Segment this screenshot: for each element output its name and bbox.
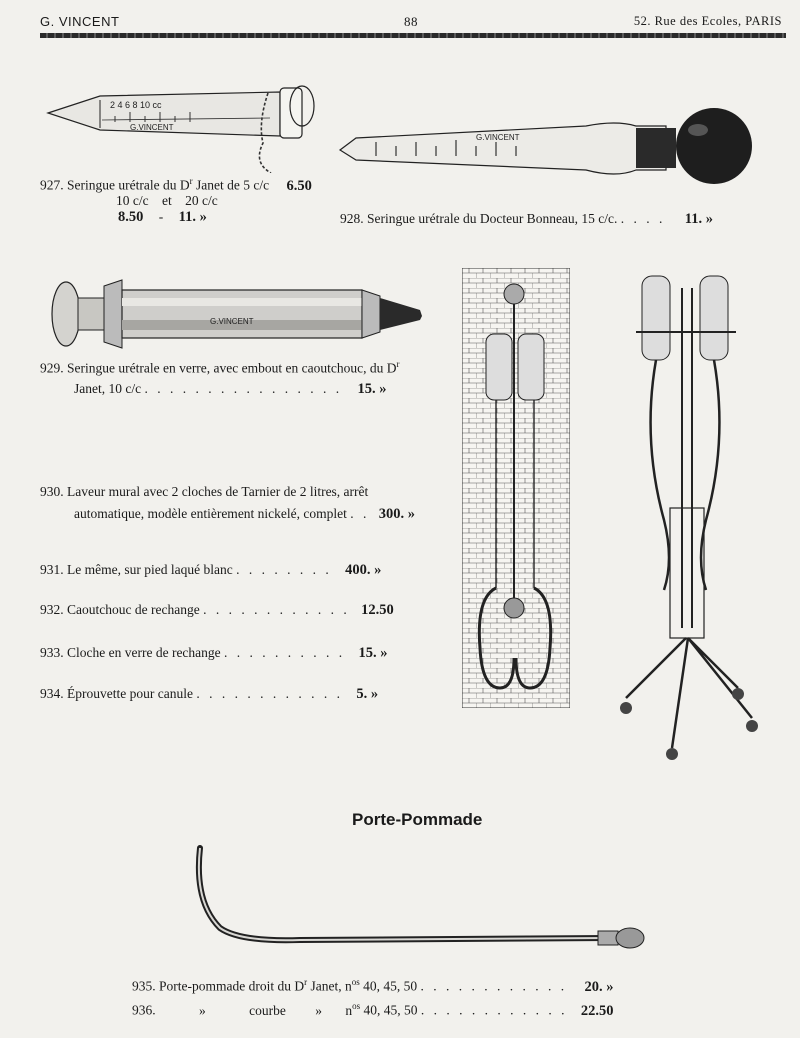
item-934-number: 934.: [40, 686, 64, 701]
stand-washer-931-illustration: [612, 268, 782, 768]
item-927-dash: -: [158, 209, 164, 224]
item-931-line: [40, 562, 381, 579]
item-931-price: 400. »: [345, 562, 382, 578]
item-927-price-10: 8.50: [118, 209, 144, 225]
item-932-dots: . . . . . . . . . . . .: [203, 602, 350, 617]
item-935-desc3: 40, 45, 50: [359, 978, 418, 994]
item-933-dots: . . . . . . . . . .: [224, 645, 346, 660]
item-930-line1: [40, 484, 368, 500]
item-930-price: 300. »: [378, 506, 416, 522]
item-927-sup: r: [189, 176, 193, 186]
item-933-line: [40, 645, 388, 662]
item-935-price: 20. »: [584, 978, 614, 995]
item-929-desc2: Janet, 10 c/c: [74, 381, 142, 396]
item-929-price: 15. »: [357, 381, 387, 397]
item-929-desc: Seringue urétrale en verre, avec embout en caoutchouc, du D: [67, 360, 397, 376]
item-936-dots: . . . . . . . . . . . .: [420, 1002, 568, 1018]
item-933-price: 15. »: [358, 645, 388, 661]
item-927-price: 6.50: [286, 177, 312, 194]
item-927-line2: [116, 193, 218, 209]
item-934-desc: Éprouvette pour canule: [67, 686, 193, 701]
porte-pommade-illustration: [190, 842, 650, 960]
item-935-desc2: Janet, n: [307, 978, 352, 994]
item-932-line: [40, 602, 394, 619]
header-rule: [40, 33, 786, 38]
item-933-number: 933.: [40, 645, 64, 660]
item-936-ditto1: »: [199, 1002, 206, 1018]
item-929-line2: [74, 381, 386, 398]
item-930-dots: . .: [350, 506, 370, 521]
item-928-dots: . . . .: [620, 211, 666, 226]
item-931-dots: . . . . . . . .: [236, 562, 332, 577]
item-927-number: 927.: [40, 177, 64, 193]
item-929-number: 929.: [40, 360, 64, 376]
item-935-line: [132, 977, 614, 996]
item-934-price: 5. »: [356, 686, 379, 702]
item-936-ditto2: »: [315, 1002, 322, 1018]
item-928-price: 11. »: [684, 211, 713, 227]
item-933-desc: Cloche en verre de rechange: [67, 645, 221, 660]
item-927-size-10: 10 c/c: [116, 193, 149, 208]
item-935-desc: Porte-pommade droit du D: [159, 978, 305, 994]
syringe-929-brand: G.VINCENT: [210, 317, 254, 326]
item-930-desc2: automatique, modèle entièrement nickelé, complet: [74, 506, 347, 521]
item-934-dots: . . . . . . . . . . . .: [196, 686, 343, 701]
wall-washer-930-illustration: [462, 268, 570, 708]
item-930-desc: Laveur mural avec 2 cloches de Tarnier de 2 litres, arrêt: [67, 484, 369, 499]
item-931-desc: Le même, sur pied laqué blanc: [67, 562, 233, 577]
item-931-number: 931.: [40, 562, 64, 577]
item-927-et: et: [162, 193, 172, 208]
item-928-number: 928.: [340, 211, 364, 226]
item-932-price: 12.50: [361, 602, 394, 618]
header-address: 52. Rue des Ecoles, PARIS: [633, 14, 782, 28]
syringe-928-brand: G.VINCENT: [476, 133, 520, 142]
item-935-sup2: os: [351, 977, 360, 987]
item-927-line1: [40, 176, 312, 195]
item-929-sup: r: [396, 359, 400, 369]
item-936-desc: courbe: [249, 1002, 286, 1018]
item-928-line: [340, 211, 713, 228]
item-935-sup: r: [304, 977, 308, 987]
item-927-desc: Seringue urétrale du D: [67, 177, 190, 193]
item-927-size-20: 20 c/c: [185, 193, 218, 208]
item-936-line: [132, 1001, 614, 1020]
header-company: G. VINCENT: [40, 14, 120, 29]
item-932-desc: Caoutchouc de rechange: [67, 602, 200, 617]
item-927-price-20: 11. »: [178, 209, 207, 225]
item-934-line: [40, 686, 378, 703]
syringe-929-illustration: [50, 276, 430, 354]
item-930-number: 930.: [40, 484, 64, 499]
item-936-nos: n: [345, 1002, 353, 1018]
item-936-sup: os: [352, 1001, 361, 1011]
syringe-927-illustration: [40, 78, 320, 173]
syringe-927-scale: 2 4 6 8 10 cc: [110, 100, 162, 110]
item-927-desc2: Janet de 5 c/c: [192, 177, 270, 193]
item-929-dots: . . . . . . . . . . . . . . . .: [144, 381, 343, 396]
item-932-number: 932.: [40, 602, 64, 617]
item-935-dots: . . . . . . . . . . . .: [420, 978, 568, 994]
item-935-number: 935.: [132, 978, 156, 994]
syringe-927-brand: G.VINCENT: [130, 123, 174, 132]
item-927-line3: [118, 209, 207, 226]
item-936-number: 936.: [132, 1002, 156, 1018]
syringe-928-illustration: [336, 98, 776, 202]
item-929-line1: [40, 359, 399, 377]
item-936-price: 22.50: [580, 1002, 614, 1019]
section-title-porte-pommade: Porte-Pommade: [352, 810, 483, 829]
item-936-desc2: 40, 45, 50: [360, 1002, 418, 1018]
item-930-line2: [74, 506, 415, 523]
page-number: 88: [404, 14, 418, 29]
item-928-desc: Seringue urétrale du Docteur Bonneau, 15 c/c.: [367, 211, 618, 226]
